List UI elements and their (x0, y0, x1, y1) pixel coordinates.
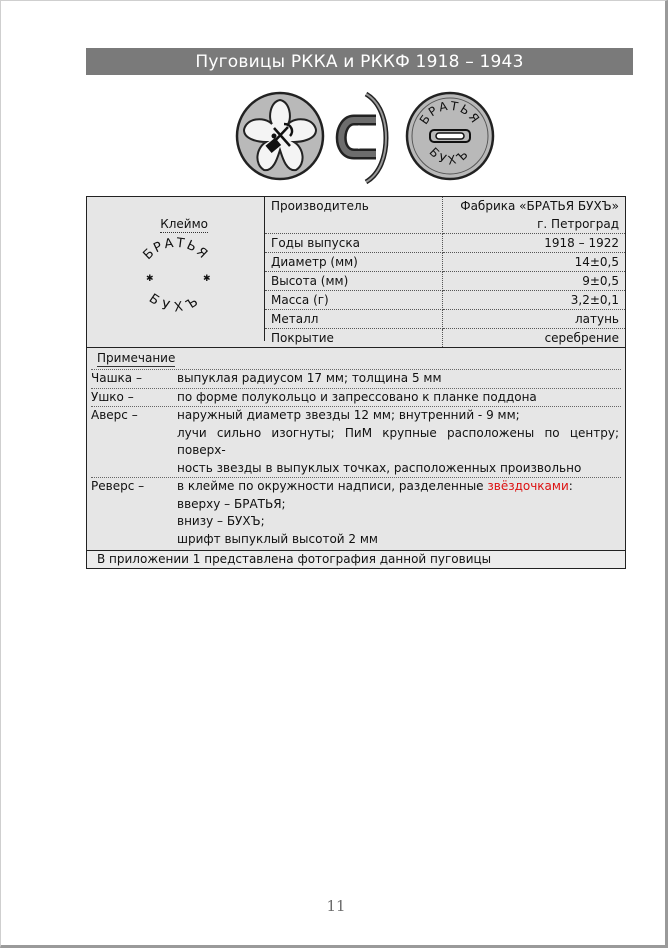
note-val-revers-line1 (177, 478, 619, 496)
table-footer-note: В приложении 1 представлена фотография данной пуговицы (87, 550, 625, 568)
spec-value-metal: латунь (443, 310, 625, 329)
revers-highlight-word: звёздочками (487, 479, 569, 493)
note-row-cup (91, 369, 621, 388)
spec-value-mass: 3,2±0,1 (443, 291, 625, 310)
note-val-revers-line3: внизу – БУХЪ; (177, 514, 265, 528)
spec-value-years: 1918 – 1922 (443, 234, 625, 253)
note-val-revers-line4: шрифт выпуклый высотой 2 мм (177, 531, 378, 546)
spec-value-diameter: 14±0,5 (443, 253, 625, 272)
stamp-star-left-icon: ✱ (146, 274, 154, 284)
page-title: Пуговицы РККА и РККФ 1918 – 1943 (86, 48, 633, 75)
note-key-ear: Ушко – (91, 389, 134, 404)
spec-label-height: Высота (мм) (265, 272, 443, 291)
spec-label-years: Годы выпуска (265, 234, 443, 253)
note-key-avers: Аверс – (91, 408, 138, 422)
spec-label-metal: Металл (265, 310, 443, 329)
spec-value-height: 9±0,5 (443, 272, 625, 291)
note-row-ear (91, 388, 621, 407)
note-val-avers-line2: лучи сильно изогнуты; ПиМ крупные расположены по центру; поверх- (177, 425, 619, 457)
spec-label-maker: Производитель (265, 197, 443, 234)
stamp-bottom-text: БУХЪ (145, 291, 207, 316)
note-val-ear-text: по форме полукольцо и запрессовано к планке поддона (177, 389, 537, 404)
spec-label-mass: Масса (г) (265, 291, 443, 310)
page-number: 11 (326, 897, 346, 915)
note-val-revers (177, 478, 621, 548)
note-val-cup-text: выпуклая радиусом 17 мм; толщина 5 мм (177, 371, 442, 385)
note-val-avers (177, 407, 621, 477)
stamp-top-text: БРАТЬЯ (140, 237, 212, 264)
spec-value-maker-line2: г. Петроград (537, 217, 619, 231)
button-back-stamp-icon (404, 90, 496, 182)
svg-text:БРАТЬЯ (140, 237, 211, 263)
button-side-shank-icon (332, 90, 396, 186)
spec-value-coating: серебрение (544, 331, 619, 345)
back-stamp-bottom-text: БУХЪ (426, 144, 474, 168)
stamp-cell (87, 197, 265, 341)
notes-section (87, 348, 625, 550)
spec-label-diameter: Диаметр (мм) (265, 253, 443, 272)
notes-title: Примечание (97, 351, 176, 365)
note-row-revers (91, 477, 621, 548)
note-val-ear (177, 389, 621, 407)
svg-text:БУХЪ (146, 291, 206, 315)
button-front-star-icon (234, 90, 326, 182)
button-info-table (86, 196, 626, 569)
button-images (230, 90, 500, 190)
note-val-revers-line2: вверху – БРАТЬЯ; (177, 496, 286, 511)
back-stamp-top-text: БРАТЬЯ (416, 98, 484, 127)
revers-line1-colon: : (568, 479, 573, 493)
note-val-avers-line3: ность звезды в выпуклых точках, расположенных произвольно (177, 460, 582, 475)
spec-label-coating: Покрытие (265, 329, 443, 347)
stamp-star-right-icon: ✱ (203, 274, 211, 284)
note-row-avers (91, 406, 621, 477)
spec-value-maker-line1: Фабрика «БРАТЬЯ БУХЪ» (460, 199, 619, 213)
note-key-revers: Реверс – (91, 479, 145, 493)
spec-grid (87, 197, 625, 348)
note-val-cup (177, 370, 621, 388)
stamp-image (131, 237, 221, 317)
note-val-avers-line1: наружный диаметр звезды 12 мм; внутренний - 9 мм; (177, 408, 520, 422)
revers-line1-text: в клейме по окружности надписи, разделенные (177, 479, 488, 493)
spec-value-maker (443, 197, 625, 234)
stamp-label: Клеймо (160, 217, 208, 231)
note-key-cup: Чашка – (91, 371, 142, 385)
